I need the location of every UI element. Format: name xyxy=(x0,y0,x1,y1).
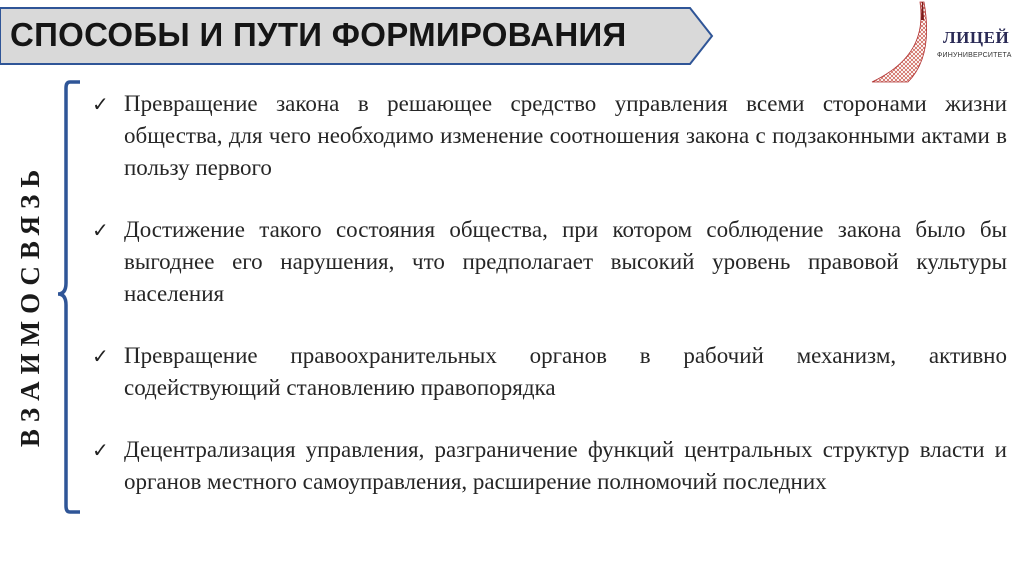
list-item-text: Достижение такого состояния общества, при котором соблюдение закона было бы выгоднее его нарушения, что предполагает высокий уровень правовой культуры населения xyxy=(124,217,1007,306)
list-item xyxy=(92,88,1007,184)
list-item-text: Превращение правоохранительных органов в рабочий механизм, активно содействующий становлению правопорядка xyxy=(124,343,1007,400)
bullet-list xyxy=(92,88,1007,528)
checkmark-icon: ✓ xyxy=(92,92,109,116)
curly-bracket xyxy=(54,78,84,518)
list-item xyxy=(92,214,1007,310)
list-item xyxy=(92,340,1007,404)
checkmark-icon: ✓ xyxy=(92,344,109,368)
logo-name: ЛИЦЕЙ xyxy=(943,28,1010,47)
vertical-label xyxy=(10,140,50,470)
checkmark-icon: ✓ xyxy=(92,438,109,462)
list-item-text: Децентрализация управления, разграничение функций центральных структур власти и органов местного самоуправления, расширение полномочий последних xyxy=(124,437,1007,494)
page-title: СПОСОБЫ И ПУТИ ФОРМИРОВАНИЯ xyxy=(10,16,627,53)
title-banner xyxy=(0,0,716,72)
logo-subtitle: ФИНУНИВЕРСИТЕТА xyxy=(937,52,1012,59)
checkmark-icon: ✓ xyxy=(92,218,109,242)
list-item-text: Превращение закона в решающее средство управления всеми сторонами жизни общества, для чего необходимо изменение соотношения закона с подзаконными актами в пользу первого xyxy=(124,91,1007,180)
list-item xyxy=(92,434,1007,498)
vertical-label-text: ВЗАИМОСВЯЗЬ xyxy=(15,162,45,448)
